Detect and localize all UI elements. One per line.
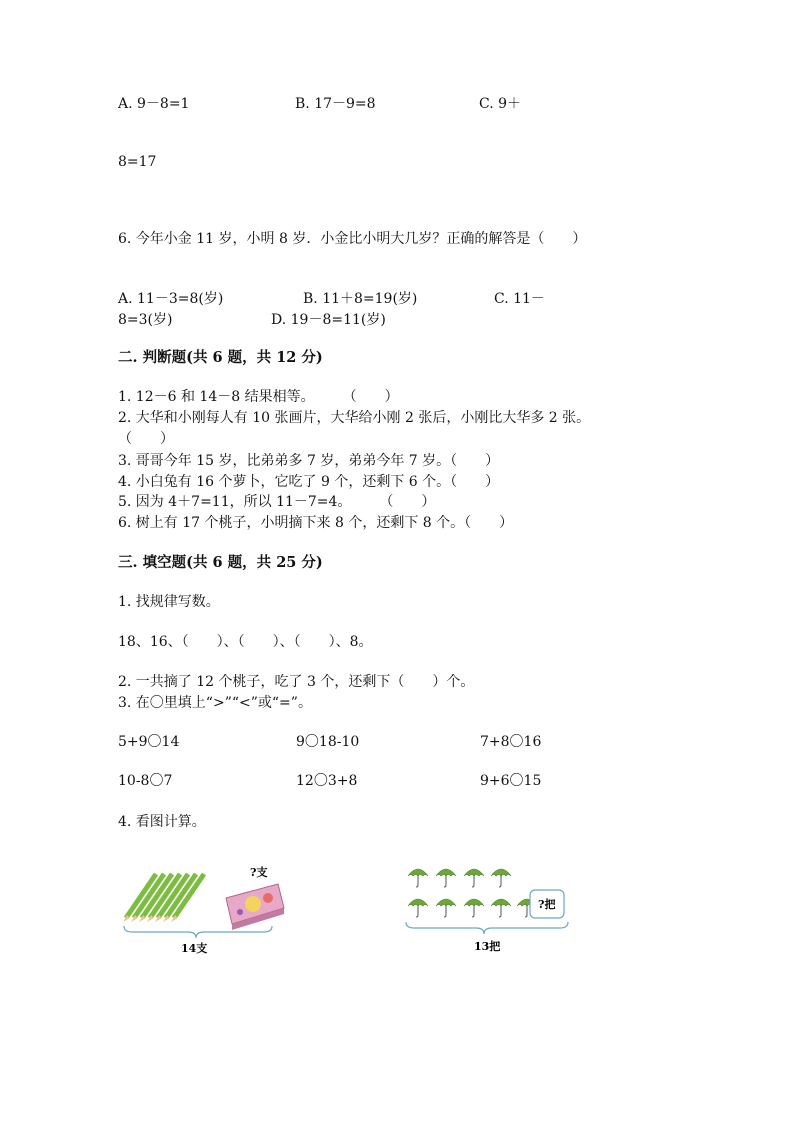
judge-item-blank: （ ） (118, 431, 174, 447)
pencil-box-icon (226, 884, 284, 930)
judge-item: 1. 12－6 和 14－8 结果相等。 （ ） (118, 389, 399, 405)
figure2-total-label: 13把 (474, 940, 501, 953)
judge-item: 5. 因为 4＋7=11，所以 11－7=4。 （ ） (118, 494, 436, 510)
q5-option-a: A. 9－8=1 (118, 96, 190, 112)
fill-q4-stem: 4. 看图计算。 (118, 814, 206, 830)
pencil-bundle-icon (123, 874, 204, 922)
judge-item: 2. 大华和小刚每人有 10 张画片，大华给小刚 2 张后，小刚比大华多 2 张。 (118, 410, 591, 426)
judge-item: 6. 树上有 17 个桃子，小明摘下来 8 个，还剩下 8 个。（ ） (118, 515, 514, 531)
total-brace (124, 926, 272, 938)
figure1-question-label: ?支 (250, 866, 268, 879)
q6-option-c-continued: 8=3(岁) (118, 312, 173, 328)
compare-item: 9〇18-10 (296, 734, 360, 750)
figure2-question-label: ?把 (538, 898, 556, 911)
fill-q3-stem: 3. 在〇里填上“>”“<”或“=”。 (118, 695, 312, 711)
umbrella-figure (402, 860, 574, 960)
section2-title: 二. 判断题(共 6 题，共 12 分) (118, 349, 323, 366)
judge-item: 3. 哥哥今年 15 岁，比弟弟多 7 岁，弟弟今年 7 岁。（ ） (118, 453, 500, 469)
q6-option-c: C. 11－ (494, 291, 545, 307)
fill-q1-sequence: 18、16、（ ）、（ ）、（ ）、8。 (118, 634, 373, 650)
fill-q1-stem: 1. 找规律写数。 (118, 594, 220, 610)
compare-item: 9+6〇15 (480, 773, 542, 789)
compare-item: 12〇3+8 (296, 773, 358, 789)
umbrella-icon-group (408, 869, 537, 917)
q5-option-c-continued: 8=17 (118, 154, 157, 170)
pencil-figure (118, 860, 288, 960)
q5-option-c: C. 9＋ (479, 96, 522, 112)
compare-item: 5+9〇14 (118, 734, 180, 750)
q6-option-d: D. 19－8=11(岁) (271, 312, 386, 328)
q6-option-a: A. 11－3=8(岁) (118, 291, 224, 307)
figure1-total-label: 14支 (181, 942, 208, 955)
compare-item: 7+8〇16 (480, 734, 542, 750)
total-brace (406, 922, 568, 934)
section3-title: 三. 填空题(共 6 题，共 25 分) (118, 554, 323, 571)
judge-item: 4. 小白兔有 16 个萝卜，它吃了 9 个，还剩下 6 个。（ ） (118, 474, 500, 490)
compare-item: 10-8〇7 (118, 773, 173, 789)
fill-q2: 2. 一共摘了 12 个桃子，吃了 3 个，还剩下（ ）个。 (118, 674, 475, 690)
q6-stem: 6. 今年小金 11 岁，小明 8 岁．小金比小明大几岁？正确的解答是（ ） (118, 231, 587, 247)
q5-option-b: B. 17－9=8 (295, 96, 376, 112)
q6-option-b: B. 11＋8=19(岁) (303, 291, 418, 307)
